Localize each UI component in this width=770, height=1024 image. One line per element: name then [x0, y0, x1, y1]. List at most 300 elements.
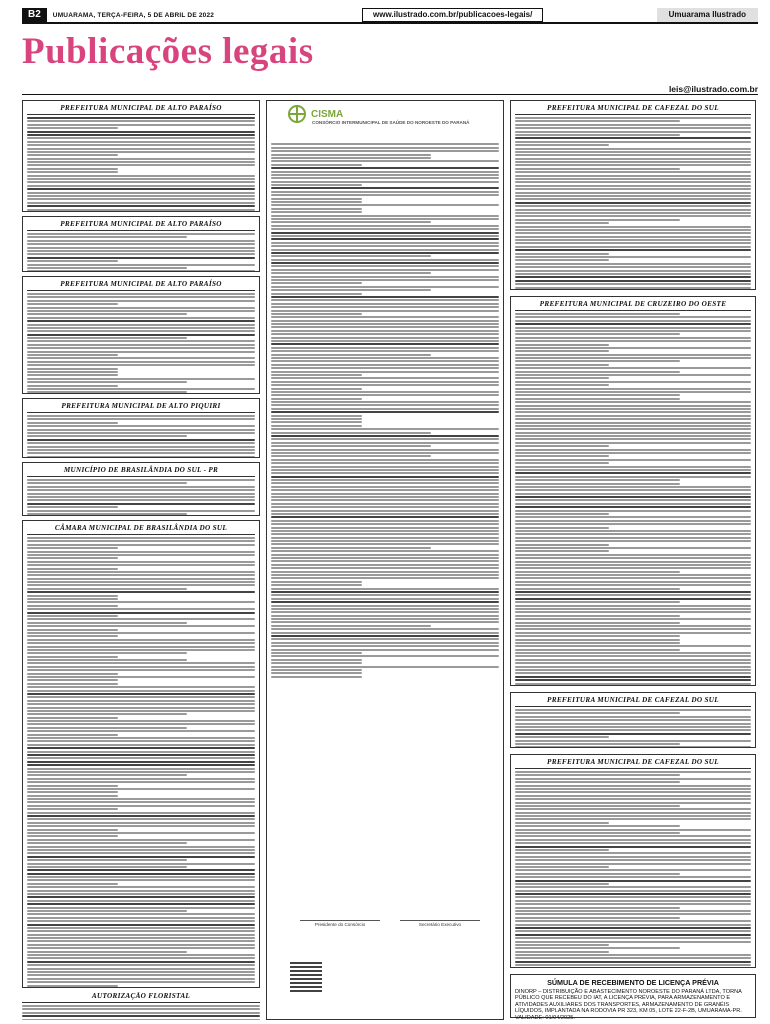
text-line [27, 489, 255, 491]
text-line [27, 866, 187, 868]
text-line [27, 693, 255, 695]
signature-line [400, 920, 480, 921]
text-line [271, 265, 499, 267]
text-line [271, 391, 499, 393]
text-line [515, 323, 751, 325]
text-line [515, 401, 751, 403]
text-line [271, 364, 499, 366]
text-line [515, 662, 751, 664]
text-line [271, 560, 499, 562]
text-line [515, 327, 751, 329]
text-line [271, 645, 499, 647]
text-line [27, 978, 255, 980]
text-line [515, 666, 751, 668]
text-line [27, 652, 187, 654]
header-url-link[interactable]: www.ilustrado.com.br/publicacoes-legais/ [362, 8, 543, 22]
text-line [271, 157, 431, 159]
text-line [27, 209, 255, 211]
text-line [271, 649, 499, 651]
text-line [271, 242, 499, 244]
text-line [27, 768, 255, 770]
text-line [27, 486, 255, 488]
text-line [515, 669, 751, 671]
text-line [27, 863, 255, 865]
text-line [27, 205, 255, 207]
text-line [515, 652, 751, 654]
text-line [515, 449, 751, 451]
text-line [271, 154, 431, 156]
text-line [27, 148, 255, 150]
text-line [27, 496, 255, 498]
text-line [27, 127, 118, 129]
text-line [515, 957, 751, 959]
text-line [515, 639, 680, 641]
text-line [27, 917, 255, 919]
text-line [27, 584, 255, 586]
text-line [27, 158, 255, 160]
text-line [515, 195, 751, 197]
text-line [515, 499, 751, 501]
text-line [515, 192, 751, 194]
text-line [515, 561, 751, 563]
text-line [271, 360, 499, 362]
notice-title: CÂMARA MUNICIPAL DE BRASILÂNDIA DO SUL [27, 524, 255, 535]
text-line [515, 774, 680, 776]
text-line [27, 747, 255, 749]
text-line [271, 143, 499, 145]
text-line [271, 371, 499, 373]
text-line [271, 574, 499, 576]
text-line [27, 510, 255, 512]
text-line [27, 771, 255, 773]
text-line [27, 178, 255, 180]
text-line [271, 408, 499, 410]
text-line [271, 394, 499, 396]
text-line [271, 632, 499, 634]
text-line [515, 259, 609, 261]
text-line [27, 774, 187, 776]
text-line [271, 608, 499, 610]
text-line [271, 401, 499, 403]
text-line [27, 347, 255, 349]
notice-title: MUNICÍPIO DE BRASILÂNDIA DO SUL - PR [27, 466, 255, 477]
notice-title: PREFEITURA MUNICIPAL DE CAFEZAL DO SUL [515, 104, 751, 115]
text-line [27, 571, 255, 573]
text-line [27, 385, 118, 387]
text-line [27, 642, 255, 644]
text-line [515, 746, 751, 748]
text-line [515, 712, 680, 714]
notice-title: PREFEITURA MUNICIPAL DE CAFEZAL DO SUL [515, 758, 751, 769]
text-line [27, 608, 255, 610]
text-line [271, 350, 499, 352]
text-line [515, 781, 680, 783]
text-line [515, 161, 751, 163]
text-line [27, 253, 255, 255]
text-line [27, 879, 255, 881]
section-email[interactable]: leis@ilustrado.com.br [668, 84, 758, 94]
text-line [271, 621, 499, 623]
text-line [271, 618, 499, 620]
text-line [515, 347, 751, 349]
text-line [27, 842, 187, 844]
text-line [515, 398, 680, 400]
text-line [27, 270, 255, 272]
text-line [271, 533, 499, 535]
text-line [271, 343, 499, 345]
text-line [515, 486, 751, 488]
text-line [271, 232, 499, 234]
text-line [27, 493, 255, 495]
text-line [515, 120, 680, 122]
text-line [271, 676, 362, 678]
notice-title: PREFEITURA MUNICIPAL DE ALTO PIQUIRI [27, 402, 255, 413]
text-line [27, 876, 255, 878]
text-line [515, 232, 751, 234]
text-line [27, 605, 118, 607]
text-line [271, 543, 499, 545]
text-line [27, 202, 255, 204]
text-line [271, 286, 499, 288]
text-line [271, 221, 431, 223]
text-line [27, 364, 255, 366]
text-line [515, 622, 680, 624]
text-line [27, 175, 255, 177]
text-line [515, 411, 751, 413]
notice-cafezal-1 [510, 100, 756, 290]
text-line [515, 716, 751, 718]
text-line [27, 154, 118, 156]
notice-body [27, 293, 255, 394]
text-line [27, 791, 118, 793]
text-line [271, 666, 499, 668]
text-line [515, 540, 751, 542]
text-line [515, 873, 680, 875]
text-line [27, 198, 255, 200]
text-line [27, 622, 187, 624]
text-line [27, 639, 255, 641]
text-line [27, 612, 255, 614]
text-line [515, 469, 751, 471]
text-line [27, 551, 255, 553]
text-line [515, 452, 751, 454]
text-line [271, 198, 362, 200]
text-line [271, 181, 499, 183]
text-line [271, 235, 499, 237]
text-line [27, 151, 255, 153]
text-line [515, 236, 751, 238]
text-line [515, 615, 680, 617]
text-line [515, 371, 680, 373]
text-line [271, 354, 431, 356]
text-line [515, 584, 751, 586]
text-line [515, 276, 751, 278]
text-line [27, 974, 255, 976]
notice-cisma [266, 100, 504, 1020]
text-line [27, 233, 255, 235]
text-line [515, 134, 680, 136]
text-line [515, 883, 609, 885]
text-line [515, 242, 751, 244]
text-line [515, 137, 751, 139]
text-line [515, 344, 609, 346]
text-line [27, 920, 255, 922]
text-line [271, 320, 499, 322]
text-line [27, 422, 118, 424]
text-line [515, 554, 751, 556]
notice-alto-piquiri [22, 398, 260, 458]
text-line [515, 209, 751, 211]
text-line [27, 822, 255, 824]
text-line [515, 337, 751, 339]
text-line [271, 496, 499, 498]
text-line [515, 445, 609, 447]
text-line [27, 247, 255, 249]
text-line [27, 835, 118, 837]
text-line [515, 740, 751, 742]
text-line [271, 177, 499, 179]
text-line [515, 287, 751, 289]
text-line [271, 516, 499, 518]
text-line [27, 188, 255, 190]
text-line [515, 679, 751, 681]
text-line [515, 354, 751, 356]
text-line [515, 941, 751, 943]
text-line [515, 791, 751, 793]
text-line [27, 686, 255, 688]
text-line [515, 896, 751, 898]
text-line [27, 812, 255, 814]
text-line [515, 849, 609, 851]
text-line [27, 703, 255, 705]
text-line [271, 269, 499, 271]
text-line [515, 930, 751, 932]
notice-body [515, 709, 751, 748]
text-line [27, 649, 255, 651]
text-line [27, 327, 255, 329]
text-line [271, 540, 499, 542]
text-line [271, 635, 499, 637]
text-line [27, 893, 255, 895]
text-line [515, 425, 751, 427]
text-line [27, 903, 255, 905]
cisma-logo-icon [286, 104, 308, 124]
text-line [515, 523, 751, 525]
header-paper-name: Umuarama Ilustrado [657, 8, 758, 22]
notice-body [515, 771, 751, 968]
text-line [27, 324, 255, 326]
text-line [515, 405, 751, 407]
text-line [271, 476, 499, 478]
title-rule [22, 94, 758, 95]
text-line [271, 310, 499, 312]
text-line [27, 456, 255, 458]
text-line [271, 330, 499, 332]
text-line [27, 961, 255, 963]
text-line [515, 435, 751, 437]
notice-title: PREFEITURA MUNICIPAL DE CAFEZAL DO SUL [515, 696, 751, 707]
text-line [27, 267, 187, 269]
text-line [27, 673, 118, 675]
text-line [27, 544, 255, 546]
text-line [27, 676, 255, 678]
text-line [27, 964, 255, 966]
text-line [515, 672, 751, 674]
text-line [515, 835, 751, 837]
text-line [271, 523, 499, 525]
text-line [515, 253, 609, 255]
text-line [27, 264, 255, 266]
text-line [271, 306, 499, 308]
text-line [515, 564, 751, 566]
text-line [271, 642, 499, 644]
notice-autorizacao [22, 992, 260, 1020]
text-line [515, 246, 751, 248]
text-line [27, 144, 255, 146]
text-line [515, 628, 751, 630]
text-line [515, 442, 751, 444]
text-line [271, 279, 499, 281]
text-line [27, 646, 255, 648]
text-line [515, 709, 751, 711]
text-line [515, 459, 751, 461]
text-line [271, 513, 499, 515]
text-line [515, 239, 751, 241]
text-line [271, 293, 362, 295]
text-line [515, 513, 609, 515]
header-date: UMUARAMA, TERÇA-FEIRA, 5 DE ABRIL DE 2022 [52, 11, 215, 19]
text-line [27, 243, 255, 245]
text-line [27, 927, 255, 929]
text-line [515, 954, 751, 956]
text-line [27, 378, 255, 380]
qr-code-icon [290, 960, 322, 992]
text-line [27, 435, 187, 437]
text-line [515, 574, 751, 576]
text-line [515, 880, 751, 882]
text-line [27, 595, 118, 597]
text-line [27, 601, 255, 603]
text-line [27, 656, 118, 658]
text-line [27, 388, 255, 390]
text-line [271, 584, 362, 586]
text-line [271, 147, 499, 149]
text-line [515, 462, 609, 464]
text-line [27, 788, 255, 790]
text-line [27, 832, 255, 834]
text-line [271, 303, 499, 305]
text-line [515, 818, 751, 820]
text-line [27, 368, 118, 370]
text-line [27, 137, 255, 139]
text-line [271, 469, 499, 471]
text-line [27, 564, 255, 566]
text-line [515, 283, 751, 285]
text-line [515, 280, 751, 282]
text-line [271, 547, 431, 549]
text-line [515, 802, 751, 804]
text-line [27, 710, 255, 712]
text-line [271, 652, 362, 654]
text-line [515, 771, 751, 773]
text-line [515, 798, 751, 800]
text-line [515, 812, 751, 814]
text-line [515, 117, 751, 119]
text-line [27, 598, 118, 600]
cisma-subtitle: CONSÓRCIO INTERMUNICIPAL DE SAÚDE DO NOROESTE DO PARANÁ [312, 120, 470, 125]
text-line [515, 863, 751, 865]
text-line [515, 859, 751, 861]
text-line [271, 323, 499, 325]
text-line [515, 127, 751, 129]
text-line [271, 194, 499, 196]
text-line [27, 934, 255, 936]
text-line [271, 208, 362, 210]
text-line [271, 571, 499, 573]
text-line [515, 723, 751, 725]
text-line [27, 815, 255, 817]
text-line [515, 503, 751, 505]
text-line [515, 527, 609, 529]
notice-body [27, 537, 255, 988]
text-line [515, 222, 609, 224]
text-line [271, 357, 499, 359]
text-line [271, 598, 499, 600]
text-line [271, 472, 499, 474]
text-line [271, 333, 499, 335]
text-line [271, 435, 499, 437]
text-line [515, 212, 751, 214]
text-line [515, 249, 751, 251]
text-line [271, 577, 499, 579]
text-line [27, 957, 255, 959]
text-line [515, 158, 751, 160]
notice-body [515, 313, 751, 686]
licenca-body: DINORP – DISTRIBUIÇÃO E ABASTECIMENTO NOROESTE DO PARANÁ LTDA, TORNA PÚBLICO QUE RECEBEU DO IAT, A LICENÇA PRÉVIA, PARA ARMAZENAMENTO E ATIVIDADES AUXILIARES DOS TRANSPORTES, ARMAZENAMENTO DE GRANÉIS LÍQUIDOS, IMPLANTADA NA RODOVIA PR 323, KM 05, LOTE 22-F-2B, UMUARAMA-PR. VALIDADE: 01/04/2025. [515, 989, 742, 1021]
text-line [515, 927, 751, 929]
text-line [271, 482, 499, 484]
text-line [27, 337, 187, 339]
text-line [27, 581, 255, 583]
text-line [27, 734, 118, 736]
text-line [271, 537, 499, 539]
notice-brasilandia [22, 462, 260, 516]
text-line [27, 778, 255, 780]
text-line [27, 696, 255, 698]
text-line [27, 930, 255, 932]
text-line [22, 1015, 260, 1017]
text-line [271, 601, 499, 603]
text-line [27, 479, 255, 481]
signature-secretario [400, 920, 480, 927]
text-line [515, 408, 751, 410]
text-line [515, 729, 751, 731]
text-line [27, 859, 187, 861]
text-line [515, 937, 751, 939]
text-line [27, 313, 187, 315]
text-line [515, 455, 609, 457]
text-line [271, 191, 499, 193]
text-line [515, 544, 609, 546]
text-line [27, 913, 255, 915]
text-line [515, 618, 751, 620]
text-line [515, 171, 751, 173]
text-line [27, 723, 255, 725]
text-line [515, 594, 751, 596]
text-line [27, 971, 255, 973]
text-line [515, 743, 680, 745]
text-line [515, 550, 609, 552]
